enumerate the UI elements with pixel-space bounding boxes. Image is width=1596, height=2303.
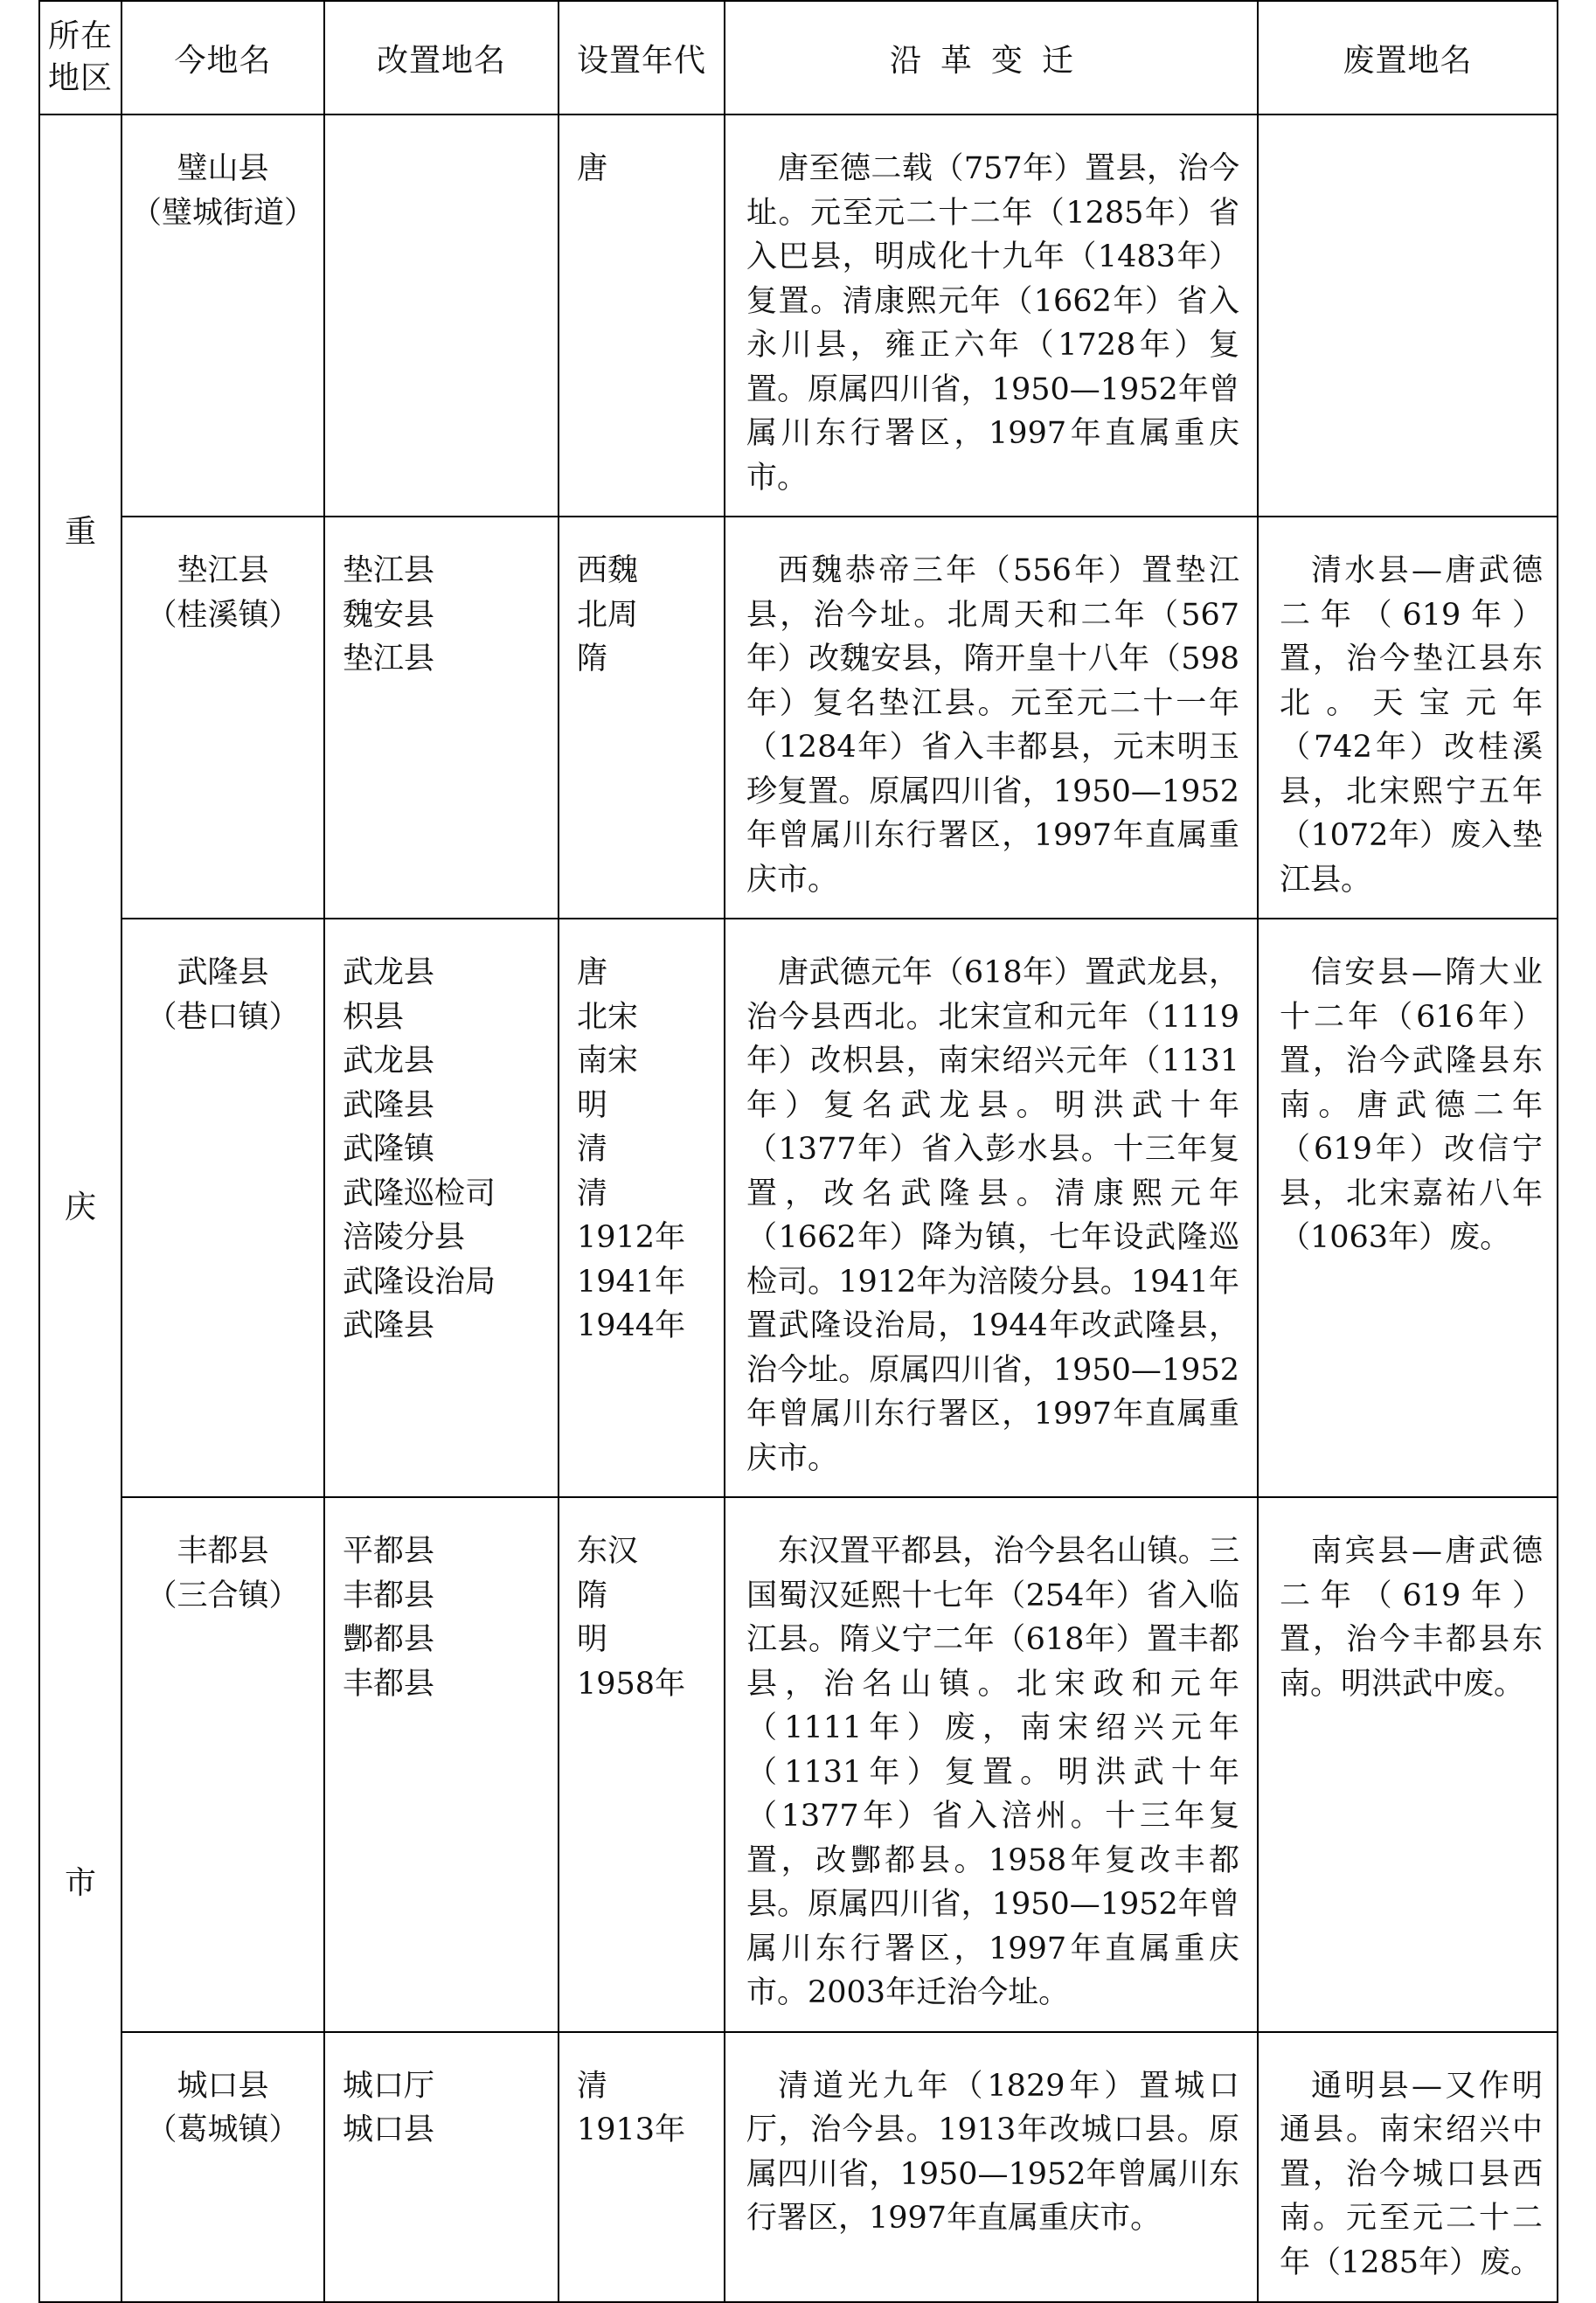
establish-era: 清 bbox=[577, 1132, 608, 1167]
former-name: 酆都县 bbox=[343, 1622, 435, 1657]
abolished-text: 信安县—隋大业十二年（616年）置，治今武隆县东南。唐武德二年（619年）改信宁县，北宋嘉祐八年（1063年）废。 bbox=[1258, 919, 1558, 1497]
establish-era: 东汉 bbox=[577, 1534, 639, 1569]
establish-era: 北周 bbox=[577, 597, 639, 633]
establish-era: 北宋 bbox=[577, 999, 639, 1035]
gazetteer-table bbox=[38, 0, 1558, 2303]
establish-era: 1913年 bbox=[577, 2112, 686, 2147]
current-name: 城口县 bbox=[177, 2068, 269, 2104]
establish-era: 南宋 bbox=[577, 1044, 639, 1079]
header-row bbox=[39, 1, 1558, 114]
former-name: 武龙县 bbox=[343, 955, 435, 990]
establish-era-cell bbox=[559, 2032, 725, 2302]
header-region-label: 所在 地区 bbox=[47, 18, 113, 96]
establish-era: 唐 bbox=[577, 151, 608, 186]
region-char: 市 bbox=[64, 1865, 96, 1901]
former-name: 武隆设治局 bbox=[343, 1264, 496, 1300]
establish-era: 1958年 bbox=[577, 1666, 686, 1702]
former-name: 涪陵分县 bbox=[343, 1220, 466, 1255]
evolution-text: 东汉置平都县，治今县名山镇。三国蜀汉延熙十七年（254年）省入临江县。隋义宁二年（618年）置丰都县，治名山镇。北宋政和元年（1111年）废，南宋绍兴元年（1131年）复置。明洪武十年（1377年）省入涪州。十三年复置，改酆都县。1958年复改丰都县。原属四川省，1950—1952年曾属川东行署区，1997年直属重庆市。2003年迁治今址。 bbox=[725, 1497, 1258, 2032]
abolished-text: 南宾县—唐武德二年（619年）置，治今丰都县东南。明洪武中废。 bbox=[1258, 1497, 1558, 2032]
abolished-text bbox=[1258, 114, 1558, 517]
current-seat: （璧城街道） bbox=[130, 195, 315, 231]
evolution-text: 唐武德元年（618年）置武龙县，治今县西北。北宋宣和元年（1119年）改枳县，南宋绍兴元年（1131年）复名武龙县。明洪武十年（1377年）省入彭水县。十三年复置，改名武隆县。清康熙元年（1662年）降为镇，七年设武隆巡检司。1912年为涪陵分县。1941年置武隆设治局，1944年改武隆县，治今址。原属四川省，1950—1952年曾属川东行署区，1997年直属重庆市。 bbox=[725, 919, 1258, 1497]
establish-era: 1912年 bbox=[577, 1220, 686, 1255]
current-name-cell bbox=[121, 517, 324, 919]
region-name bbox=[40, 195, 121, 2222]
establish-era: 1944年 bbox=[577, 1308, 686, 1343]
current-seat: （葛城镇） bbox=[146, 2112, 300, 2147]
current-name-cell bbox=[121, 2032, 324, 2302]
abolished-text: 通明县—又作明通县。南宋绍兴中置，治今城口县西南。元至元二十二年（1285年）废。 bbox=[1258, 2032, 1558, 2302]
former-names-cell bbox=[324, 2032, 559, 2302]
header-establish-era: 设置年代 bbox=[559, 1, 725, 114]
current-name: 武隆县 bbox=[177, 955, 269, 990]
current-name: 垫江县 bbox=[177, 553, 269, 588]
establish-era: 明 bbox=[577, 1087, 608, 1123]
table-row bbox=[39, 919, 1558, 1497]
former-name: 武隆县 bbox=[343, 1087, 435, 1123]
former-name: 垫江县 bbox=[343, 642, 435, 676]
current-name: 丰都县 bbox=[177, 1534, 269, 1569]
header-former-names: 改置地名 bbox=[324, 1, 559, 114]
header-evolution: 沿革变迁 bbox=[725, 1, 1258, 114]
current-name: 璧山县 bbox=[177, 151, 269, 186]
establish-era: 清 bbox=[577, 2068, 608, 2104]
abolished-text: 清水县—唐武德二年（619年）置，治今垫江县东北。天宝元年（742年）改桂溪县，北宋熙宁五年（1072年）废入垫江县。 bbox=[1258, 517, 1558, 919]
current-name-cell bbox=[121, 1497, 324, 2032]
header-current-name: 今地名 bbox=[121, 1, 324, 114]
establish-era: 清 bbox=[577, 1176, 608, 1211]
establish-era-cell bbox=[559, 1497, 725, 2032]
establish-era: 1941年 bbox=[577, 1264, 686, 1300]
region-char: 重 bbox=[64, 514, 96, 550]
establish-era-cell bbox=[559, 517, 725, 919]
evolution-text: 清道光九年（1829年）置城口厅，治今县。1913年改城口县。原属四川省，1950—1952年曾属川东行署区，1997年直属重庆市。 bbox=[725, 2032, 1258, 2302]
establish-era: 隋 bbox=[577, 1578, 608, 1613]
current-seat: （桂溪镇） bbox=[146, 597, 300, 633]
region-char: 庆 bbox=[64, 1190, 96, 1225]
former-name: 武隆巡检司 bbox=[343, 1176, 496, 1211]
former-name: 魏安县 bbox=[343, 597, 435, 633]
header-region bbox=[39, 1, 121, 114]
table-row bbox=[39, 2032, 1558, 2302]
current-name-cell bbox=[121, 919, 324, 1497]
region-cell bbox=[39, 114, 121, 2302]
former-name: 武隆县 bbox=[343, 1308, 435, 1343]
establish-era-cell bbox=[559, 114, 725, 517]
former-names-cell bbox=[324, 517, 559, 919]
evolution-text: 唐至德二载（757年）置县，治今址。元至元二十二年（1285年）省入巴县，明成化十九年（1483年）复置。清康熙元年（1662年）省入永川县，雍正六年（1728年）复置。原属四川省，1950—1952年曾属川东行署区，1997年直属重庆市。 bbox=[725, 114, 1258, 517]
former-names-cell bbox=[324, 114, 559, 517]
table-row bbox=[39, 114, 1558, 517]
former-name: 枳县 bbox=[343, 999, 405, 1035]
former-name: 武隆镇 bbox=[343, 1132, 435, 1167]
former-name: 城口县 bbox=[343, 2112, 435, 2147]
former-name: 城口厅 bbox=[343, 2068, 435, 2104]
former-name: 丰都县 bbox=[343, 1578, 435, 1613]
establish-era: 西魏 bbox=[577, 553, 639, 588]
establish-era-cell bbox=[559, 919, 725, 1497]
former-names-cell bbox=[324, 1497, 559, 2032]
establish-era: 明 bbox=[577, 1622, 608, 1657]
establish-era: 唐 bbox=[577, 955, 608, 990]
current-seat: （三合镇） bbox=[146, 1578, 300, 1613]
establish-era: 隋 bbox=[577, 642, 608, 676]
table-row bbox=[39, 517, 1558, 919]
current-seat: （巷口镇） bbox=[146, 999, 300, 1035]
former-name: 武龙县 bbox=[343, 1044, 435, 1079]
former-name: 垫江县 bbox=[343, 553, 435, 588]
header-abolished: 废置地名 bbox=[1258, 1, 1558, 114]
former-names-cell bbox=[324, 919, 559, 1497]
former-name: 平都县 bbox=[343, 1534, 435, 1569]
current-name-cell bbox=[121, 114, 324, 517]
evolution-text: 西魏恭帝三年（556年）置垫江县，治今址。北周天和二年（567年）改魏安县，隋开皇十八年（598年）复名垫江县。元至元二十一年（1284年）省入丰都县，元末明玉珍复置。原属四川省，1950—1952年曾属川东行署区，1997年直属重庆市。 bbox=[725, 517, 1258, 919]
former-name: 丰都县 bbox=[343, 1666, 435, 1702]
table-row bbox=[39, 1497, 1558, 2032]
